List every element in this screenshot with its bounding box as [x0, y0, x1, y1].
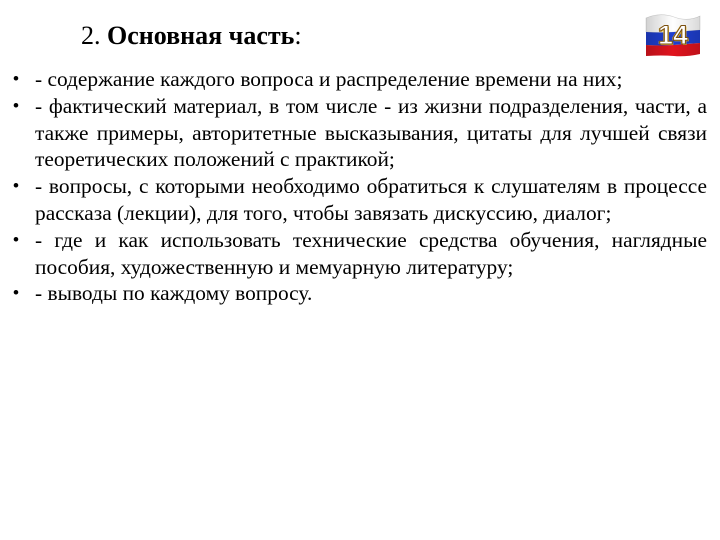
bullet-text: - вопросы, с которыми необходимо обратиться к слушателям в процессе рассказа (лекции), для того, чтобы завязать дискуссию, диалог;	[35, 174, 707, 225]
slide-title	[81, 20, 302, 52]
russian-flag-icon	[644, 12, 702, 58]
bullet-icon: •	[13, 176, 19, 196]
bullet-text: - фактический материал, в том числе - из жизни подразделения, части, а также примеры, авторитетные высказывания, цитаты для лучшей связи теоретических положений с практикой;	[35, 93, 707, 172]
bullet-list	[13, 66, 707, 307]
bullet-text: - выводы по каждому вопросу.	[35, 281, 313, 306]
list-item	[13, 173, 707, 227]
bullet-icon: •	[13, 69, 19, 88]
bullet-icon: •	[13, 229, 19, 249]
bullet-icon: •	[13, 283, 19, 303]
bullet-text: - содержание каждого вопроса и распределение времени на них;	[35, 67, 623, 91]
bullet-text: - где и как использовать технические средства обучения, наглядные пособия, художественную и мемуарную литературу;	[35, 227, 707, 279]
title-colon: :	[294, 21, 302, 50]
title-number: 2.	[81, 21, 101, 50]
title-text: Основная часть	[107, 21, 295, 50]
list-item	[13, 227, 707, 281]
list-item	[13, 93, 707, 173]
list-item	[13, 66, 707, 93]
bullet-icon: •	[13, 95, 19, 115]
list-item	[13, 280, 707, 307]
page-number: 14	[657, 19, 689, 50]
